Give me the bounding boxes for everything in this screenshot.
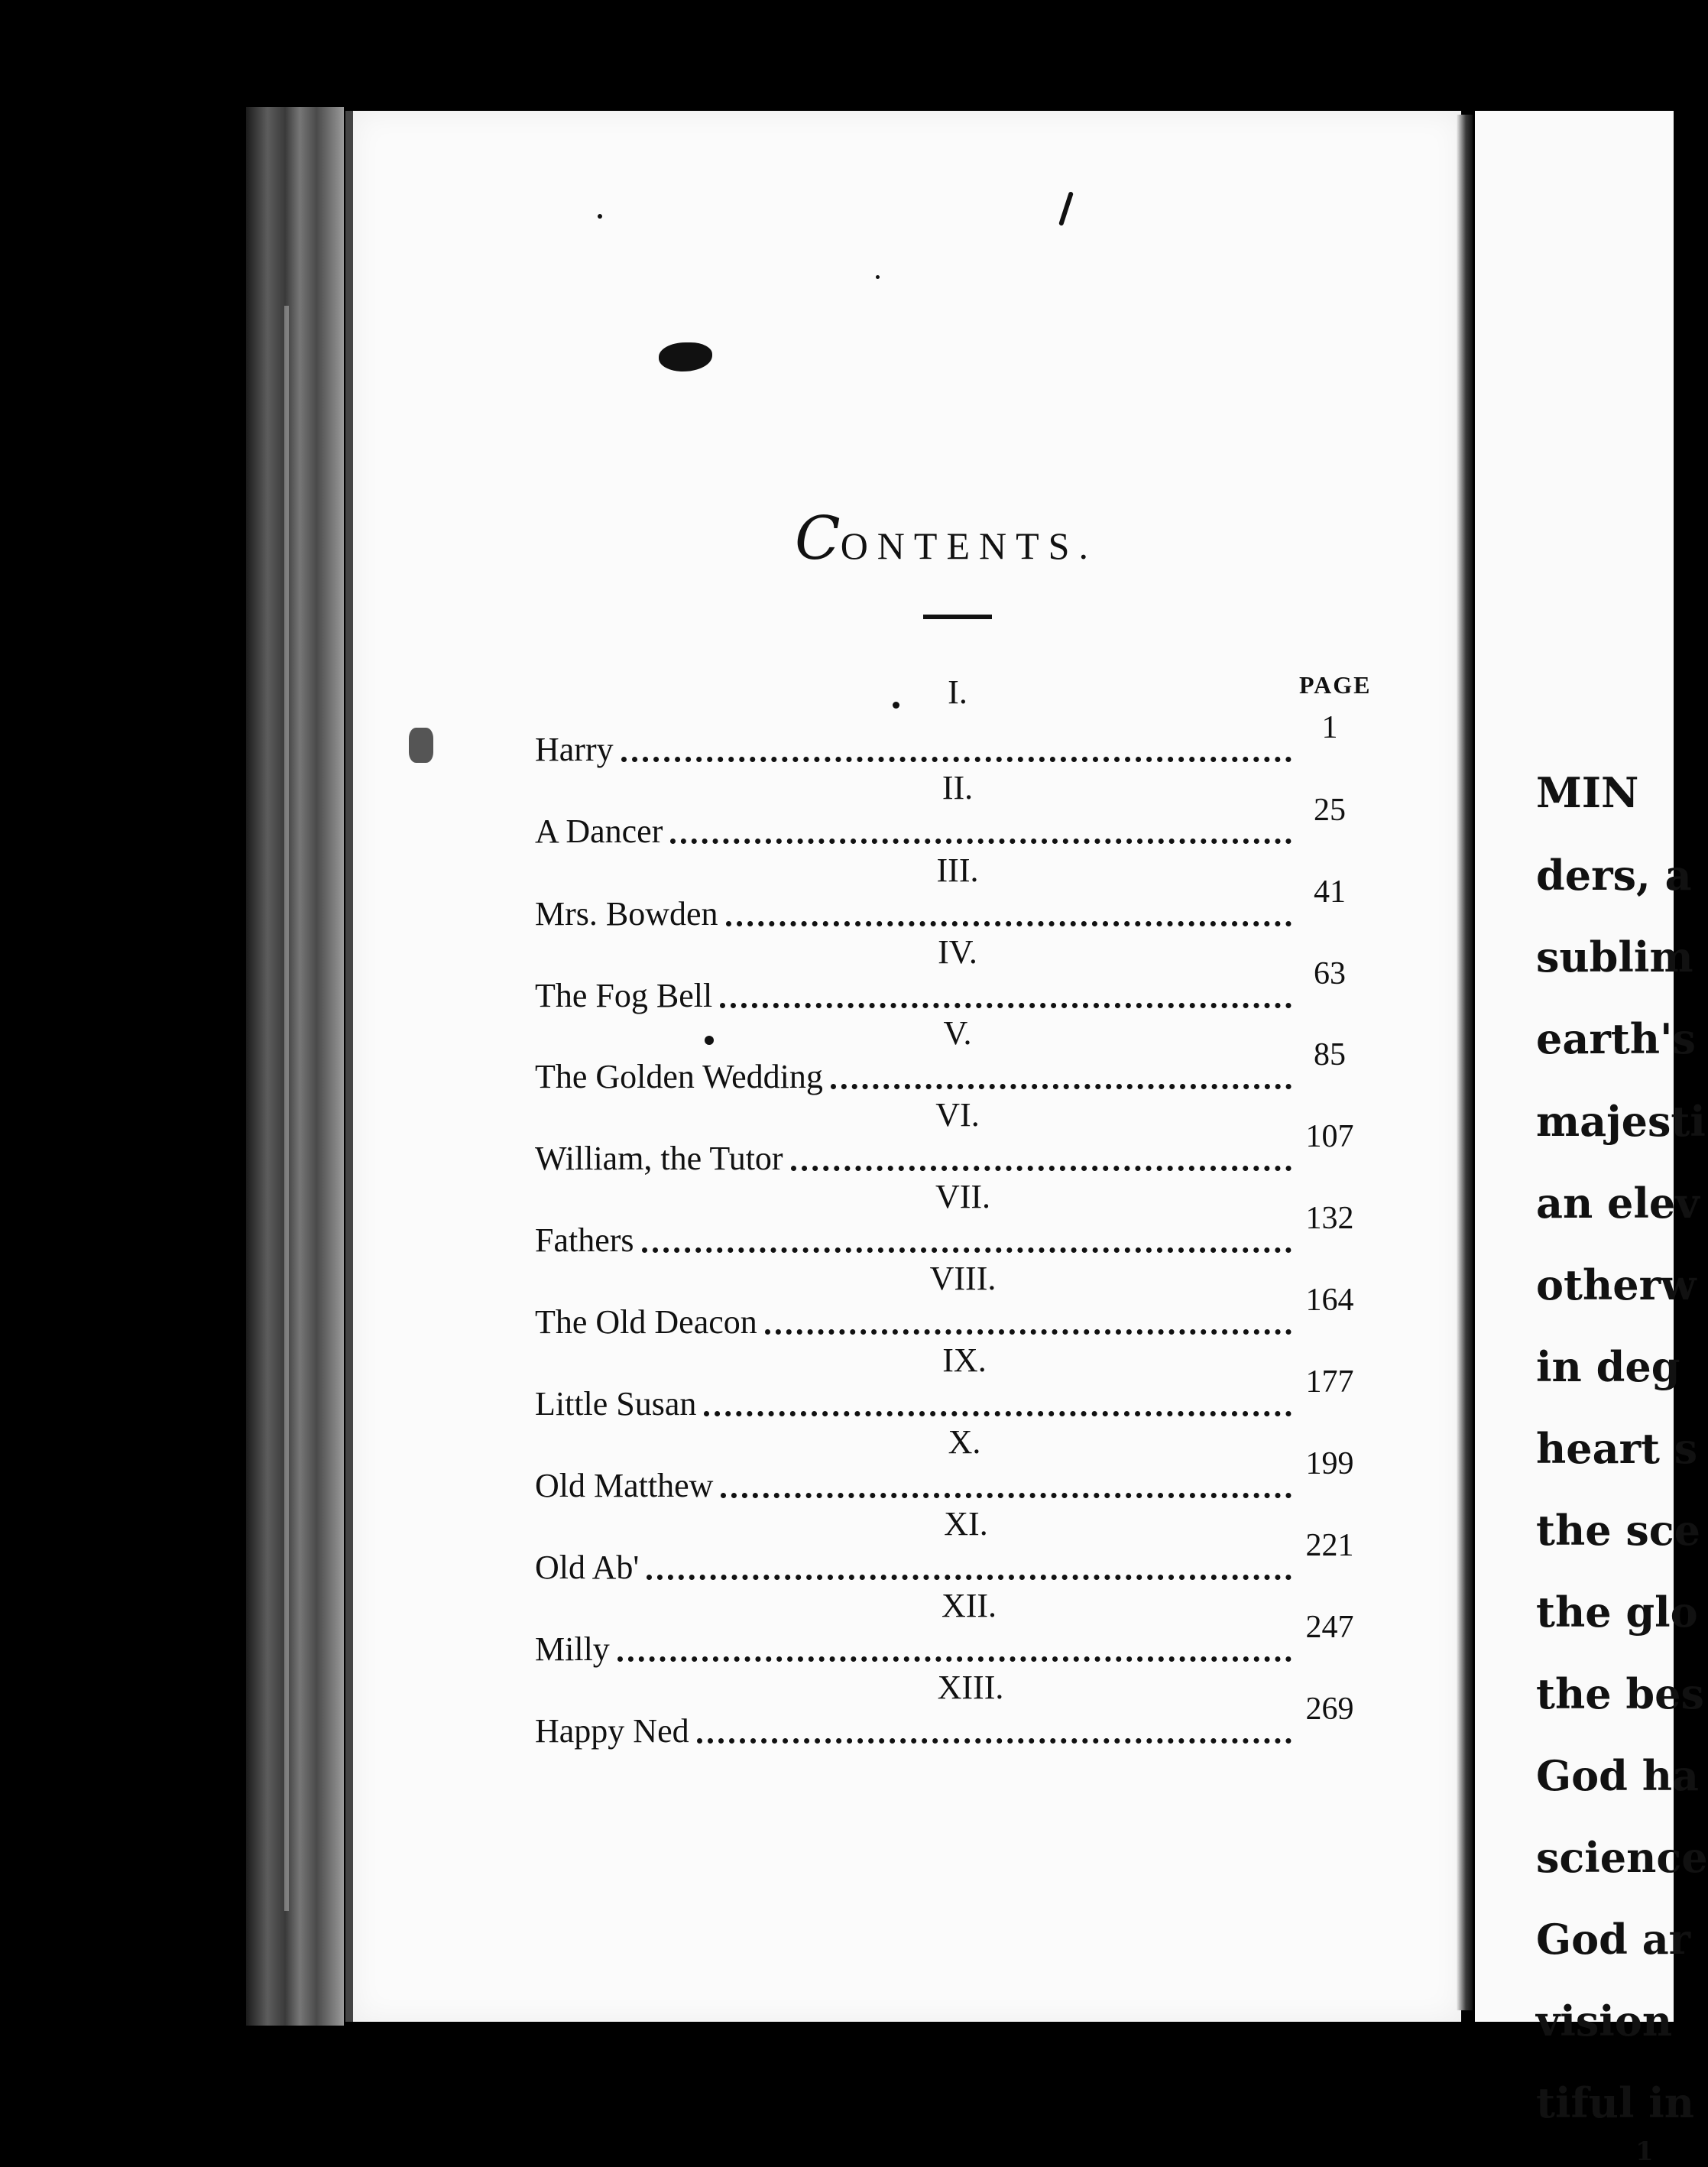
toc-entry xyxy=(535,894,1299,933)
dot-leader xyxy=(642,1247,1292,1253)
margin-mark xyxy=(409,728,433,763)
book-spine xyxy=(246,107,344,2026)
page-number: 132 xyxy=(1305,1201,1354,1236)
dot-leader xyxy=(765,1329,1292,1335)
page-title xyxy=(795,504,1097,573)
dot-leader xyxy=(647,1575,1292,1580)
page-number: 221 xyxy=(1305,1528,1354,1563)
toc-entry xyxy=(535,976,1299,1014)
chapter-numeral: XII. xyxy=(941,1587,997,1624)
chapter-numeral: IV. xyxy=(938,933,977,971)
page-gutter xyxy=(1456,115,1473,2010)
toc-entry xyxy=(535,1139,1299,1177)
chapter-title: Little Susan xyxy=(535,1385,697,1422)
chapter-numeral: II. xyxy=(942,769,974,806)
chapter-title: The Golden Wedding xyxy=(535,1058,823,1095)
facing-line: sublim xyxy=(1536,933,1693,981)
page-number: 107 xyxy=(1305,1119,1354,1154)
page-number: 269 xyxy=(1305,1692,1354,1727)
chapter-title: Milly xyxy=(535,1630,610,1668)
chapter-title: A Dancer xyxy=(535,813,663,850)
page-number: 199 xyxy=(1305,1446,1354,1481)
speck xyxy=(893,702,899,709)
speck xyxy=(876,275,880,279)
dot-leader xyxy=(621,757,1292,762)
chapter-title: Happy Ned xyxy=(535,1712,689,1750)
title-rule xyxy=(923,615,992,619)
page-number: 25 xyxy=(1314,793,1346,828)
chapter-numeral: XI. xyxy=(944,1505,988,1543)
chapter-title: William, the Tutor xyxy=(535,1140,783,1177)
chapter-numeral: XIII. xyxy=(937,1669,1004,1706)
facing-line: tiful in xyxy=(1536,2078,1695,2127)
facing-line: an elev xyxy=(1536,1179,1700,1228)
facing-line: ders, a xyxy=(1536,851,1692,900)
facing-line: in deg xyxy=(1536,1342,1680,1391)
page-number: 177 xyxy=(1305,1364,1354,1400)
title-initial: C xyxy=(795,504,841,573)
facing-page xyxy=(1475,111,1708,2167)
chapter-title: The Old Deacon xyxy=(535,1303,757,1341)
facing-line: heart s xyxy=(1536,1424,1698,1473)
toc-entry xyxy=(535,812,1299,850)
toc-entry xyxy=(535,1630,1299,1668)
toc-entry xyxy=(535,1711,1299,1750)
facing-line: vision xyxy=(1536,1997,1673,2045)
toc-entry xyxy=(535,1384,1299,1422)
facing-line: majesti xyxy=(1536,1097,1706,1146)
page-number: 63 xyxy=(1314,956,1346,991)
chapter-numeral: I. xyxy=(948,673,967,711)
chapter-numeral: VI. xyxy=(935,1096,980,1134)
title-rest: ONTENTS. xyxy=(840,524,1097,567)
chapter-title: Old Ab' xyxy=(535,1549,640,1586)
toc-entry xyxy=(535,1548,1299,1586)
facing-line: science xyxy=(1536,1833,1708,1882)
speck xyxy=(705,1036,714,1045)
chapter-title: Harry xyxy=(535,731,614,768)
page-number: 85 xyxy=(1314,1037,1346,1072)
chapter-title: Fathers xyxy=(535,1221,634,1259)
page-number: 1 xyxy=(1321,710,1338,745)
chapter-numeral: VII. xyxy=(935,1178,991,1215)
dot-leader xyxy=(670,839,1292,844)
dot-leader xyxy=(791,1166,1292,1171)
page-number: 247 xyxy=(1305,1610,1354,1645)
spine-edge xyxy=(284,306,289,1911)
facing-line: earth's xyxy=(1536,1014,1696,1063)
facing-line: God ar xyxy=(1536,1915,1691,1964)
toc-entry xyxy=(535,730,1299,768)
facing-line: MIN xyxy=(1536,768,1639,817)
toc-entry xyxy=(535,1302,1299,1341)
chapter-numeral: V. xyxy=(943,1014,972,1052)
chapter-title: Old Matthew xyxy=(535,1467,714,1504)
speck xyxy=(598,214,602,219)
chapter-numeral: X. xyxy=(948,1423,981,1461)
facing-line: the bes xyxy=(1536,1669,1704,1718)
dot-leader xyxy=(704,1411,1292,1416)
dot-leader xyxy=(720,1003,1292,1008)
dot-leader xyxy=(831,1084,1292,1089)
toc-entry xyxy=(535,1466,1299,1504)
page-number: 164 xyxy=(1305,1283,1354,1318)
dot-leader xyxy=(697,1738,1292,1744)
facing-page-folio: 1 xyxy=(1635,2136,1654,2167)
chapter-numeral: IX. xyxy=(942,1341,987,1379)
page-number: 41 xyxy=(1314,874,1346,910)
chapter-numeral: VIII. xyxy=(929,1260,997,1297)
toc-entry xyxy=(535,1221,1299,1259)
dot-leader xyxy=(726,921,1292,926)
chapter-numeral: III. xyxy=(936,852,979,889)
toc-entry xyxy=(535,1057,1299,1095)
dot-leader xyxy=(721,1493,1292,1498)
facing-line: the sce xyxy=(1536,1506,1700,1555)
dot-leader xyxy=(617,1656,1292,1662)
facing-line: the glo xyxy=(1536,1588,1698,1637)
chapter-title: The Fog Bell xyxy=(535,977,713,1014)
facing-line: God ha xyxy=(1536,1751,1699,1800)
facing-line: otherw xyxy=(1536,1260,1697,1309)
page-column-label: PAGE xyxy=(1299,671,1372,699)
chapter-title: Mrs. Bowden xyxy=(535,895,718,933)
